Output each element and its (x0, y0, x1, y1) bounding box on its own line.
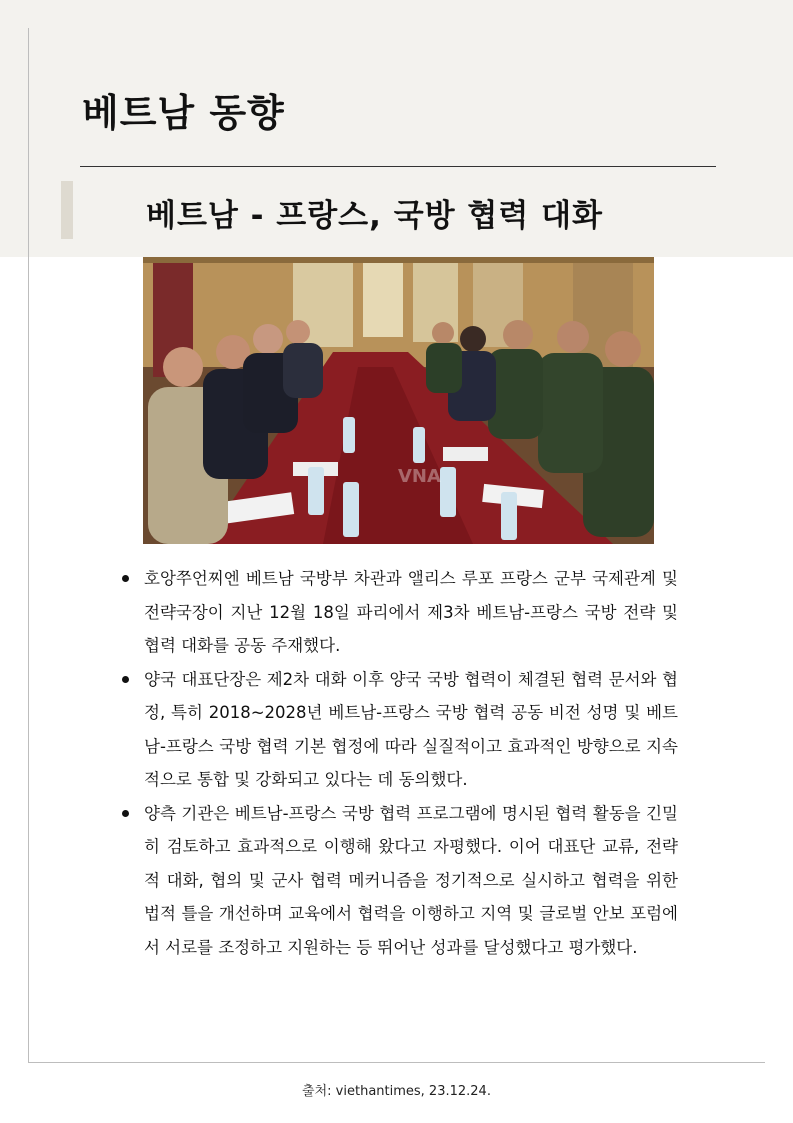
bullet-item (122, 797, 678, 965)
bullet-dot (122, 575, 129, 582)
bullet-text: 양측 기관은 베트남-프랑스 국방 협력 프로그램에 명시된 협력 활동을 긴밀히 검토하고 효과적으로 이행해 왔다고 자평했다. 이어 대표단 교류, 전략적 대화, 협의 및 군사 협력 메커니즘을 정기적으로 실시하고 협력을 위한 법적 틀을 개선하며 교육에서 협력을 이행하고 지역 및 글로벌 안보 포럼에서 서로를 조정하고 지원하는 등 뛰어난 성과를 달성했다고 평가했다. (144, 803, 678, 957)
photo-watermark: VNA (398, 466, 441, 487)
bullet-item (122, 562, 678, 663)
article-bullets (122, 562, 678, 964)
bullet-text: 호앙쭈언찌엔 베트남 국방부 차관과 앨리스 루포 프랑스 군부 국제관계 및 전략국장이 지난 12월 18일 파리에서 제3차 베트남-프랑스 국방 전략 및 협력 대화를 공동 주재했다. (144, 569, 678, 655)
section-title: 베트남 동향 (82, 91, 285, 135)
meeting-photo (143, 257, 654, 544)
bullet-item (122, 663, 678, 797)
title-divider (80, 166, 716, 167)
bullet-text: 양국 대표단장은 제2차 대화 이후 양국 국방 협력이 체결된 협력 문서와 협정, 특히 2018~2028년 베트남-프랑스 국방 협력 공동 비전 성명 및 베트남-프랑스 국방 협력 기본 협정에 따라 실질적이고 효과적인 방향으로 지속적으로 통합 및 강화되고 있다는 데 동의했다. (144, 669, 678, 789)
frame-bottom-border (28, 1062, 765, 1063)
title-accent-bar (61, 181, 73, 239)
frame-left-border (28, 28, 29, 1063)
bullet-dot (122, 810, 129, 817)
source-citation: 출처: viethantimes, 23.12.24. (302, 1084, 491, 1099)
bullet-dot (122, 676, 129, 683)
article-title: 베트남 - 프랑스, 국방 협력 대화 (146, 198, 603, 234)
